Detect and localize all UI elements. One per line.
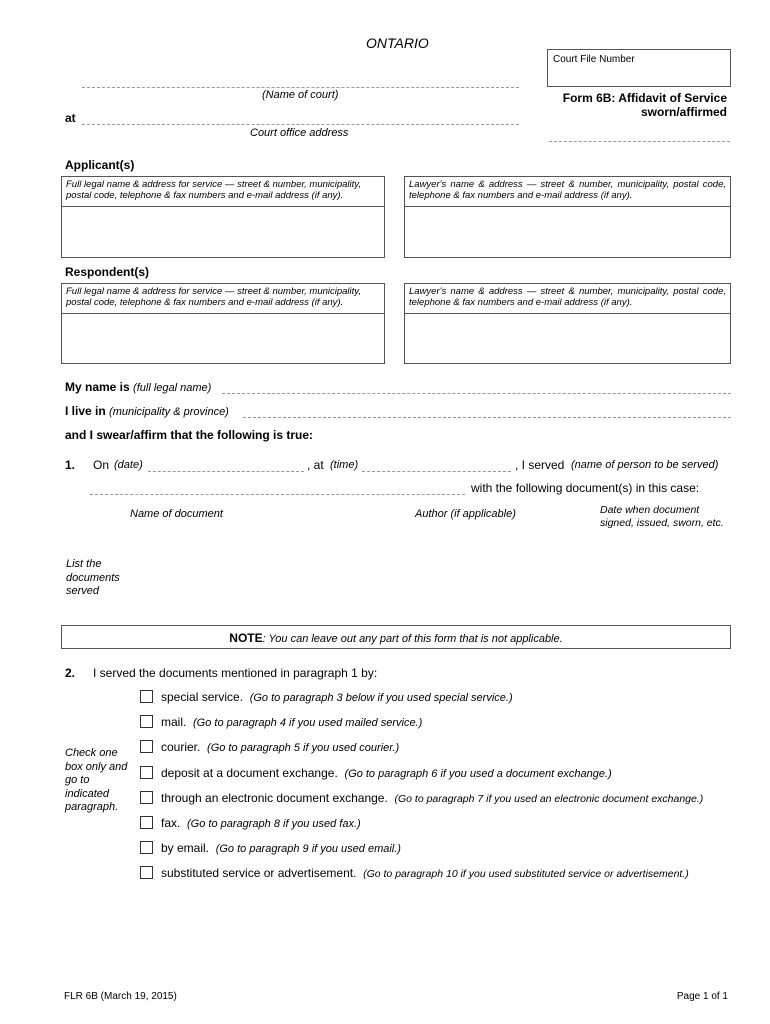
applicant-lawyer-label: Lawyer's name & address — street & number, municipality, postal code, telephone & fax numbers and e-mail address (if any).	[405, 177, 730, 207]
respondent-lawyer-box[interactable]	[404, 283, 731, 364]
check-side-line-1: Check one	[65, 747, 118, 759]
electronic-exchange-checkbox[interactable]	[140, 791, 153, 804]
substituted-service-label: substituted service or advertisement.	[161, 866, 357, 880]
column-date	[600, 504, 724, 530]
fax-hint: (Go to paragraph 8 if you used fax.)	[187, 818, 361, 830]
column-date-line-1: Date when document	[600, 504, 700, 516]
court-file-number-box[interactable]	[547, 49, 731, 87]
court-name-line[interactable]	[82, 80, 519, 88]
document-exchange-hint: (Go to paragraph 6 if you used a document exchange.)	[344, 768, 612, 780]
document-exchange-checkbox[interactable]	[140, 766, 153, 779]
respondent-party-label: Full legal name & address for service — street & number, municipality, postal code, telephone & fax numbers and e-mail address (if any).	[62, 284, 384, 314]
electronic-exchange-hint: (Go to paragraph 7 if you used an electronic document exchange.)	[394, 793, 704, 805]
footer-page-number: Page 1 of 1	[676, 991, 728, 1002]
courier-label: courier.	[161, 740, 201, 754]
column-author: Author (if applicable)	[415, 508, 516, 520]
form-sworn-line[interactable]	[549, 134, 730, 142]
paragraph-1-number: 1.	[65, 458, 76, 472]
court-name-label: (Name of court)	[262, 89, 339, 101]
check-side-line-5: paragraph.	[65, 801, 119, 813]
name-label: My name is	[65, 380, 130, 394]
live-row	[65, 404, 229, 418]
courier-hint: (Go to paragraph 5 if you used courier.)	[207, 742, 400, 754]
at-time-label: , at	[307, 458, 324, 472]
province-title: ONTARIO	[366, 35, 429, 51]
with-documents-text: with the following document(s) in this case:	[471, 481, 700, 495]
side-label-line-1: List the	[66, 558, 102, 570]
court-address-line[interactable]	[82, 117, 519, 125]
date-hint: (date)	[114, 459, 143, 471]
name-hint: (full legal name)	[133, 382, 212, 394]
special-service-checkbox[interactable]	[140, 690, 153, 703]
name-row	[65, 380, 211, 394]
form-title	[555, 91, 727, 119]
footer-form-id: FLR 6B (March 19, 2015)	[64, 991, 177, 1002]
respondent-lawyer-label: Lawyer's name & address — street & number, municipality, postal code, telephone & fax numbers and e-mail address (if any).	[405, 284, 730, 314]
courier-checkbox[interactable]	[140, 740, 153, 753]
time-field[interactable]	[362, 465, 511, 472]
side-label-line-2: documents	[66, 571, 120, 584]
court-address-label: Court office address	[250, 127, 349, 139]
side-label-line-3: served	[66, 585, 100, 597]
applicant-party-box[interactable]	[61, 176, 385, 258]
note-label: NOTE	[229, 631, 263, 645]
live-hint: (municipality & province)	[109, 406, 229, 418]
note-text: : You can leave out any part of this form that is not applicable.	[262, 633, 563, 645]
check-one-side-label	[65, 747, 127, 815]
column-date-line-2: signed, issued, sworn, etc.	[600, 517, 724, 529]
person-hint: (name of person to be served)	[571, 459, 719, 471]
check-side-line-4: indicated	[65, 787, 110, 800]
column-name-of-document: Name of document	[130, 508, 223, 520]
form-title-line-1: Form 6B: Affidavit of Service	[562, 91, 727, 105]
person-served-field[interactable]	[90, 488, 465, 495]
mail-checkbox[interactable]	[140, 715, 153, 728]
substituted-service-hint: (Go to paragraph 10 if you used substituted service or advertisement.)	[363, 868, 689, 880]
respondents-heading: Respondent(s)	[65, 265, 149, 279]
served-label: , I served	[515, 458, 565, 472]
note-box	[61, 625, 731, 649]
document-exchange-label: deposit at a document exchange.	[161, 766, 338, 780]
email-label: by email.	[161, 841, 210, 855]
live-label: I live in	[65, 404, 106, 418]
check-side-line-3: go to	[65, 774, 90, 786]
form-title-line-2: sworn/affirmed	[640, 105, 727, 119]
court-file-number-label: Court File Number	[553, 54, 635, 65]
fax-label: fax.	[161, 816, 181, 830]
list-documents-side-label	[66, 558, 120, 599]
electronic-exchange-label: through an electronic document exchange.	[161, 791, 388, 805]
paragraph-2-number: 2.	[65, 666, 76, 680]
municipality-field[interactable]	[243, 410, 731, 418]
respondent-party-box[interactable]	[61, 283, 385, 364]
date-field[interactable]	[148, 465, 304, 472]
substituted-service-checkbox[interactable]	[140, 866, 153, 879]
full-name-field[interactable]	[222, 386, 731, 394]
email-checkbox[interactable]	[140, 841, 153, 854]
mail-hint: (Go to paragraph 4 if you used mailed service.)	[193, 717, 423, 729]
at-label: at	[65, 111, 76, 125]
check-side-line-2: box only and	[65, 760, 128, 773]
applicants-heading: Applicant(s)	[65, 158, 135, 172]
special-service-hint: (Go to paragraph 3 below if you used special service.)	[249, 692, 513, 704]
applicant-lawyer-box[interactable]	[404, 176, 731, 258]
fax-checkbox[interactable]	[140, 816, 153, 829]
mail-label: mail.	[161, 715, 187, 729]
time-hint: (time)	[330, 459, 359, 471]
swear-line: and I swear/affirm that the following is true:	[65, 428, 314, 442]
special-service-label: special service.	[161, 690, 244, 704]
paragraph-2-intro: I served the documents mentioned in paragraph 1 by:	[93, 666, 378, 680]
email-hint: (Go to paragraph 9 if you used email.)	[215, 843, 401, 855]
applicant-party-label: Full legal name & address for service — street & number, municipality, postal code, telephone & fax numbers and e-mail address (if any).	[62, 177, 384, 207]
on-label: On	[93, 458, 110, 472]
